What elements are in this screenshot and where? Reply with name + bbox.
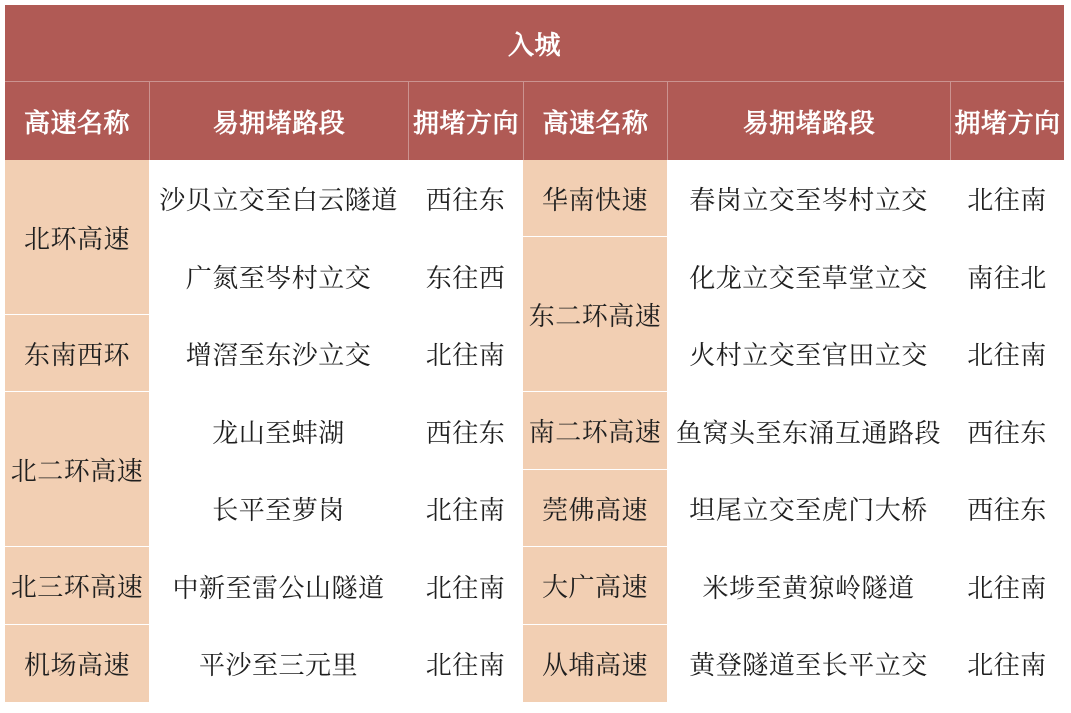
header-segment-left: 易拥堵路段 [149,82,408,160]
left-direction-cell: 北往南 [425,573,506,604]
header-highway-name-right: 高速名称 [523,82,667,160]
right-direction-cell: 西往东 [967,496,1047,526]
right-segment-cell: 化龙立交至草堂立交 [689,263,928,294]
left-segment-cell: 龙山至蚌湖 [212,418,345,449]
left-segment-cell: 长平至萝岗 [212,496,345,526]
right-highway-cell: 东二环高速 [523,237,667,392]
right-highway-cell: 华南快速 [523,160,667,237]
left-direction-cell: 北往南 [425,341,506,371]
right-segment-cell: 春岗立交至岑村立交 [689,186,928,216]
right-direction-cell: 北往南 [967,651,1047,681]
left-segment-cell: 沙贝立交至白云隧道 [159,186,398,216]
left-segment-cell: 广氮至岑村立交 [185,263,372,294]
right-segment-cell: 鱼窝头至东涌互通路段 [675,418,941,449]
left-segment-cell: 平沙至三元里 [198,651,358,681]
right-segment-cell: 黄登隧道至长平立交 [689,651,928,681]
header-direction-left: 拥堵方向 [408,82,523,160]
right-direction-cell: 南往北 [967,263,1047,294]
left-segment-cell: 增滘至东沙立交 [185,341,372,371]
right-direction-cell: 北往南 [967,341,1047,371]
right-highway-cell: 大广高速 [523,547,667,625]
congestion-table [5,5,1064,708]
right-highway-cell: 从埔高速 [523,625,667,702]
left-segment-cell: 中新至雷公山隧道 [172,573,385,604]
left-highway-cell: 北三环高速 [5,547,149,625]
left-direction-cell: 西往东 [425,418,506,449]
left-direction-cell: 西往东 [425,186,506,216]
right-highway-cell: 莞佛高速 [523,470,667,547]
left-highway-cell: 北二环高速 [5,392,149,547]
left-highway-cell: 北环高速 [5,160,149,315]
left-direction-cell: 北往南 [425,496,506,526]
right-highway-cell: 南二环高速 [523,392,667,470]
right-segment-cell: 火村立交至官田立交 [689,341,928,371]
left-direction-cell: 东往西 [425,263,506,294]
header-highway-name-left: 高速名称 [5,82,149,160]
right-direction-cell: 西往东 [967,418,1047,449]
right-direction-cell: 北往南 [967,573,1047,604]
left-direction-cell: 北往南 [425,651,506,681]
right-direction-cell: 北往南 [967,186,1047,216]
right-segment-cell: 米埗至黄猄岭隧道 [702,573,915,604]
left-highway-cell: 东南西环 [5,315,149,392]
right-segment-cell: 坦尾立交至虎门大桥 [689,496,928,526]
left-highway-cell: 机场高速 [5,625,149,702]
header-direction-right: 拥堵方向 [950,82,1064,160]
header-segment-right: 易拥堵路段 [667,82,950,160]
table-title: 入城 [5,5,1064,82]
